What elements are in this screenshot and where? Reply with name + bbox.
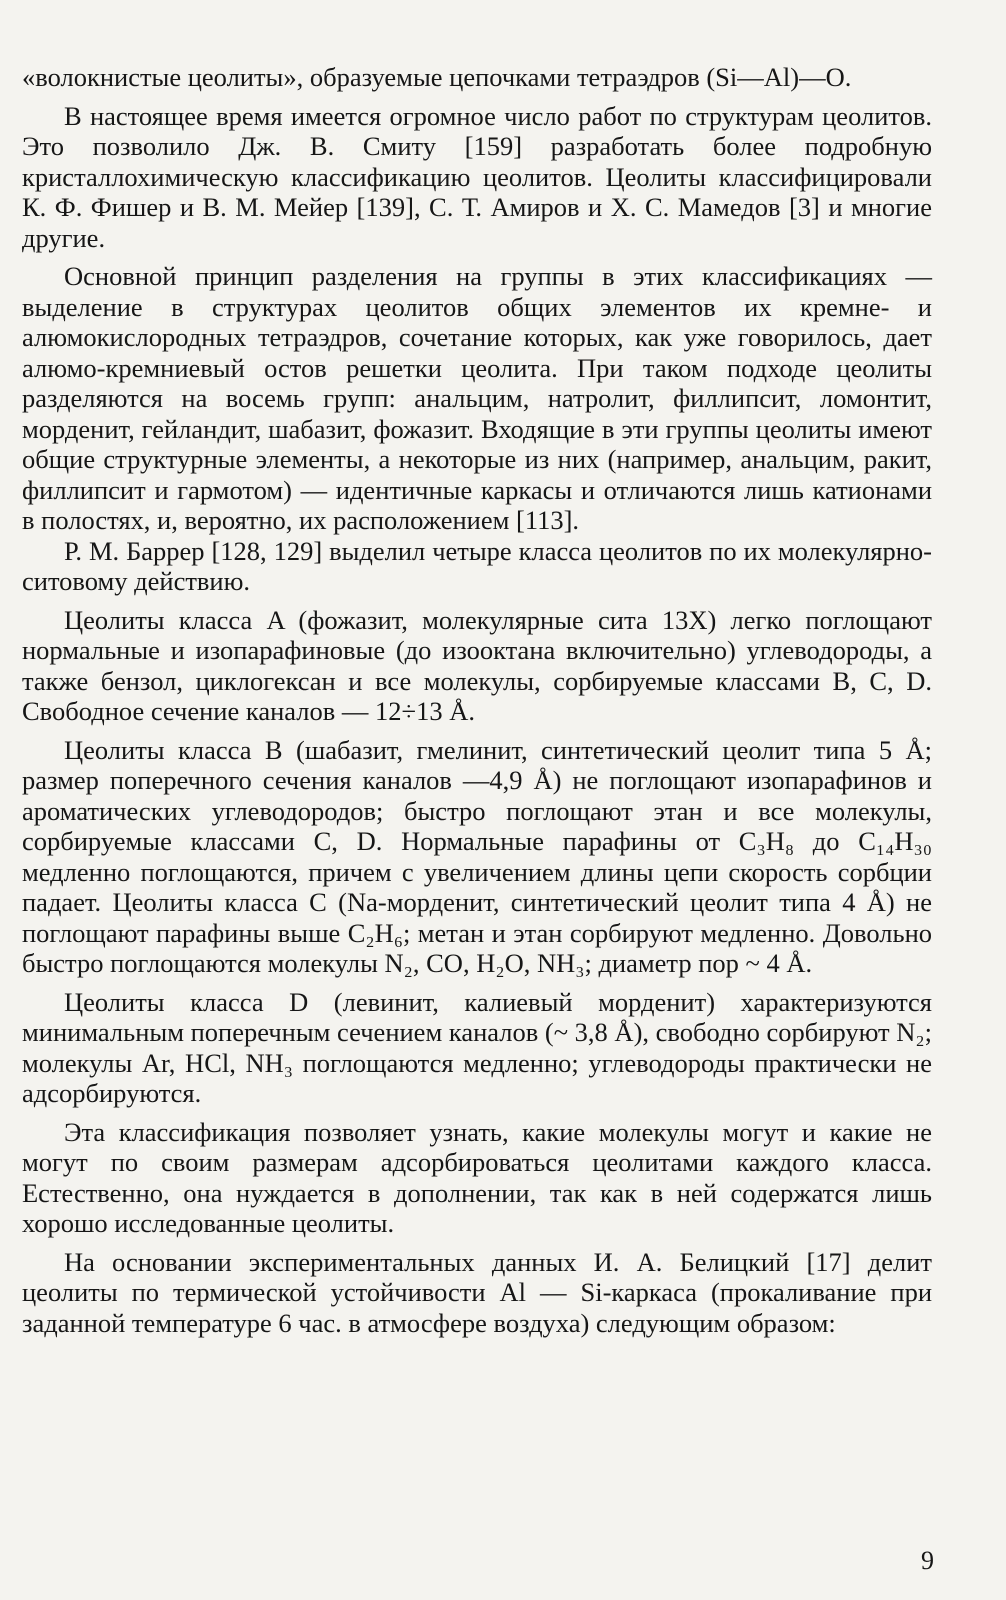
paragraph-classification-remark: Эта классификация позволяет узнать, какие молекулы могут и какие не могут по своим размерам адсорбироваться цеолитами каждого класса. Естественно, она нуждается в дополнении, так как в ней содержатся лишь хорошо исследованные цеолиты.	[22, 1116, 932, 1238]
paragraph-structure-studies: В настоящее время имеется огромное число работ по структурам цеолитов. Это позволило Дж. В. Смиту [159] разработать более подробную кристаллохимическую классификацию цеолитов. Цеолиты классифицировали К. Ф. Фишер и В. М. Мейер [139], С. Т. Амиров и Х. С. Мамедов [3] и многие другие.	[22, 100, 932, 253]
paragraph-classification-principle: Основной принцип разделения на группы в этих классификациях — выделение в структурах цеолитов общих элементов их кремне- и алюмокислородных тетраэдров, сочетание которых, как уже говорилось, дает алюмо-кремниевый остов решетки цеолита. При таком подходе цеолиты разделяются на восемь групп: анальцим, натролит, филлипсит, ломонтит, морденит, гейландит, шабазит, фожазит. Входящие в эти группы цеолиты имеют общие структурные элементы, а некоторые из них (например, анальцим, ракит, филлипсит и гармотом) — идентичные каркасы и отличаются лишь катионами в полостях, и, вероятно, их расположением [113].	[22, 261, 932, 535]
paragraph-class-d: Цеолиты класса D (левинит, калиевый морденит) характеризуются минимальным поперечным сечением каналов (~ 3,8 Å), свободно сорбируют N₂; молекулы Ar, HCl, NH₃ поглощаются медленно; углеводороды практически не адсорбируются.	[22, 986, 932, 1108]
paragraph-barrer-classes: Р. М. Баррер [128, 129] выделил четыре класса цеолитов по их молекулярно-ситовому действию.	[22, 535, 932, 596]
page-number: 9	[921, 1546, 934, 1575]
page-text	[22, 62, 932, 1338]
paragraph-belitsky: На основании экспериментальных данных И. А. Белицкий [17] делит цеолиты по термической устойчивости Al — Si-каркаса (прокаливание при заданной температуре 6 час. в атмосфере воздуха) следующим образом:	[22, 1246, 932, 1338]
paragraph-continuation: «волокнистые цеолиты», образуемые цепочками тетраэдров (Si—Al)—O.	[22, 62, 852, 92]
paragraph-class-b-c: Цеолиты класса B (шабазит, гмелинит, синтетический цеолит типа 5 Å; размер поперечного сечения каналов —4,9 Å) не поглощают изопарафинов и ароматических углеводородов; быстро поглощают этан и все молекулы, сорбируемые классами C, D. Нормальные парафины от C₃H₈ до C₁₄H₃₀ медленно поглощаются, причем с увеличением длины цепи скорость сорбции падает. Цеолиты класса C (Na-морденит, синтетический цеолит типа 4 Å) не поглощают парафины выше C₂H₆; метан и этан сорбируют медленно. Довольно быстро поглощаются молекулы N₂, CO, H₂O, NH₃; диаметр пор ~ 4 Å.	[22, 734, 932, 978]
paragraph-class-a: Цеолиты класса A (фожазит, молекулярные сита 13X) легко поглощают нормальные и изопарафиновые (до изооктана включительно) углеводороды, а также бензол, циклогексан и все молекулы, сорбируемые классами B, C, D. Свободное сечение каналов — 12÷13 Å.	[22, 604, 932, 726]
